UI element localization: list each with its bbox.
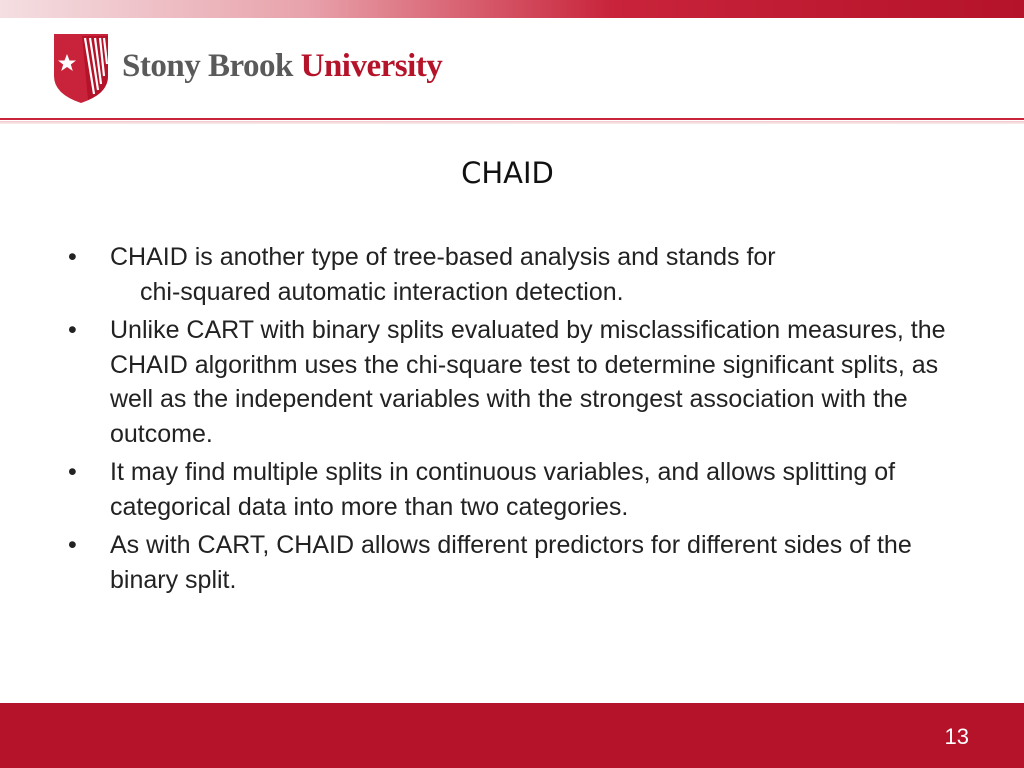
bullet-item <box>68 455 968 524</box>
header-divider <box>0 118 1024 120</box>
bullet-item <box>68 313 968 451</box>
bullet-point-icon: • <box>68 316 77 344</box>
bullet-text-continuation: chi-squared automatic interaction detection. <box>140 277 624 306</box>
bullet-item <box>68 240 968 309</box>
footer-band <box>0 703 1024 768</box>
bullet-point-icon: • <box>68 531 77 559</box>
bullet-text: As with CART, CHAID allows different predictors for different sides of the binary split. <box>110 531 912 594</box>
university-name-secondary: University <box>292 48 443 84</box>
bullet-text: Unlike CART with binary splits evaluated by misclassification measures, the CHAID algorithm uses the chi-square test to determine significant splits, as well as the independent variables with the strongest association with the outcome. <box>110 316 946 448</box>
slide-title: CHAID <box>461 156 554 190</box>
star-shield-icon <box>52 32 110 104</box>
bullet-point-icon: • <box>68 243 77 271</box>
university-name <box>122 50 442 83</box>
university-logo <box>52 32 482 106</box>
bullet-list <box>68 240 968 601</box>
bullet-point-icon: • <box>68 458 77 486</box>
top-accent-band <box>0 0 1024 18</box>
bullet-text-line: CHAID is another type of tree-based analysis and stands for <box>110 243 776 271</box>
bullet-item <box>68 528 968 597</box>
university-name-primary: Stony Brook <box>122 48 293 84</box>
page-number: 13 <box>944 724 969 749</box>
bullet-text: It may find multiple splits in continuous variables, and allows splitting of categorical data into more than two categories. <box>110 458 896 521</box>
header-divider-shadow <box>0 121 1024 124</box>
